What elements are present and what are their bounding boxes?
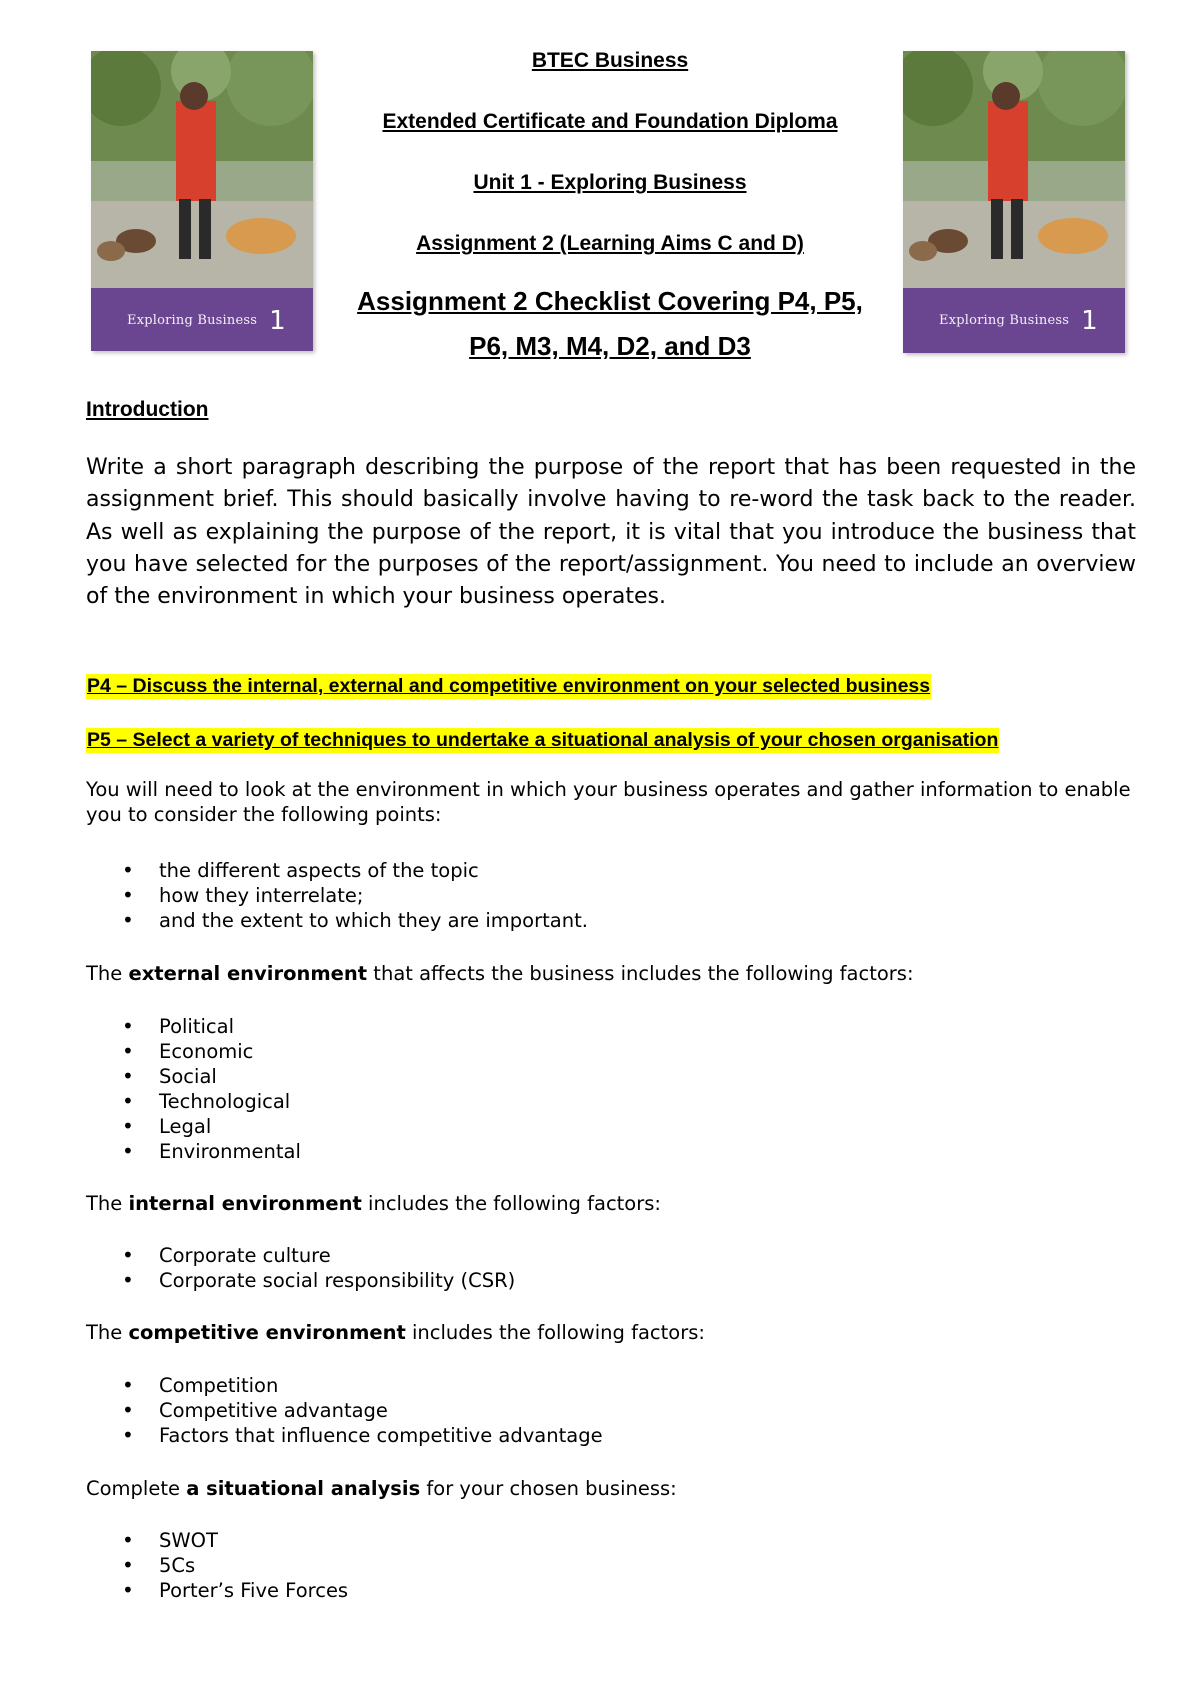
list-item: • 5Cs: [86, 1553, 348, 1578]
cover-number: 1: [269, 305, 286, 336]
competitive-factors-list: [86, 1373, 603, 1448]
list-item: • Corporate social responsibility (CSR): [86, 1268, 515, 1293]
assignment-title: Assignment 2 (Learning Aims C and D): [416, 232, 804, 255]
list-item: • Economic: [86, 1039, 301, 1064]
qualification-title: Extended Certificate and Foundation Diploma: [382, 110, 838, 133]
cover-title: Exploring Business: [939, 313, 1070, 328]
criterion-p5: P5 – Select a variety of techniques to undertake a situational analysis of your chosen organisation: [87, 729, 999, 751]
list-item: • Social: [86, 1064, 301, 1089]
list-item: • Corporate culture: [86, 1243, 515, 1268]
situational-techniques-list: [86, 1528, 348, 1603]
cover-title: Exploring Business: [127, 313, 258, 328]
text-suffix: for your chosen business:: [420, 1477, 677, 1500]
list-item: • Technological: [86, 1089, 301, 1114]
list-item: • Legal: [86, 1114, 301, 1139]
list-item: • Political: [86, 1014, 301, 1039]
list-item: • Factors that influence competitive advantage: [86, 1423, 603, 1448]
gather-info-paragraph: You will need to look at the environment in which your business operates and gather information to enable you to consider the following points:: [86, 778, 1131, 826]
text-suffix: includes the following factors:: [405, 1321, 705, 1344]
competitive-environment-intro: [86, 1320, 1136, 1345]
list-item: • how they interrelate;: [86, 883, 588, 908]
situational-analysis-intro: [86, 1476, 1136, 1501]
internal-environment-term: internal environment: [128, 1192, 362, 1215]
external-environment-term: external environment: [128, 962, 368, 985]
list-item: • Environmental: [86, 1139, 301, 1164]
competitive-environment-term: competitive environment: [128, 1321, 406, 1344]
text-suffix: that affects the business includes the following factors:: [367, 962, 914, 985]
text-suffix: includes the following factors:: [361, 1192, 661, 1215]
text-prefix: Complete: [86, 1477, 187, 1500]
text-prefix: The: [86, 1321, 129, 1344]
situational-analysis-term: a situational analysis: [186, 1477, 421, 1500]
introduction-heading: Introduction: [86, 398, 209, 421]
cover-band: [91, 288, 313, 351]
book-cover-left: [91, 51, 313, 351]
external-environment-intro: [86, 961, 1136, 986]
cover-photo: [91, 51, 313, 288]
unit-title: Unit 1 - Exploring Business: [473, 171, 747, 194]
text-prefix: The: [86, 1192, 129, 1215]
internal-factors-list: [86, 1243, 515, 1293]
criterion-p4: P4 – Discuss the internal, external and competitive environment on your selected business: [87, 675, 931, 697]
list-item: • Competition: [86, 1373, 603, 1398]
internal-environment-intro: [86, 1191, 1136, 1216]
cover-photo: [903, 51, 1125, 288]
gather-points-list: [86, 858, 588, 933]
book-cover-right: [903, 51, 1125, 353]
cover-number: 1: [1081, 305, 1098, 336]
list-item: • the different aspects of the topic: [86, 858, 588, 883]
course-title: BTEC Business: [531, 49, 689, 72]
introduction-paragraph: Write a short paragraph describing the purpose of the report that has been requested in the assignment brief. This should basically involve having to re-word the task back to the reader. As well as explaining the purpose of the report, it is vital that you introduce the business that you have selected for the purposes of the report/assignment. You need to include an overview of the environment in which your business operates.: [86, 455, 1136, 610]
list-item: • Competitive advantage: [86, 1398, 603, 1423]
text-prefix: The: [86, 962, 129, 985]
list-item: • SWOT: [86, 1528, 348, 1553]
list-item: • Porter’s Five Forces: [86, 1578, 348, 1603]
external-factors-list: [86, 1014, 301, 1164]
checklist-title-line1: Assignment 2 Checklist Covering P4, P5,: [357, 286, 863, 316]
cover-band: [903, 288, 1125, 353]
title-block: [330, 44, 890, 369]
list-item: • and the extent to which they are important.: [86, 908, 588, 933]
checklist-title-line2: P6, M3, M4, D2, and D3: [469, 331, 751, 361]
